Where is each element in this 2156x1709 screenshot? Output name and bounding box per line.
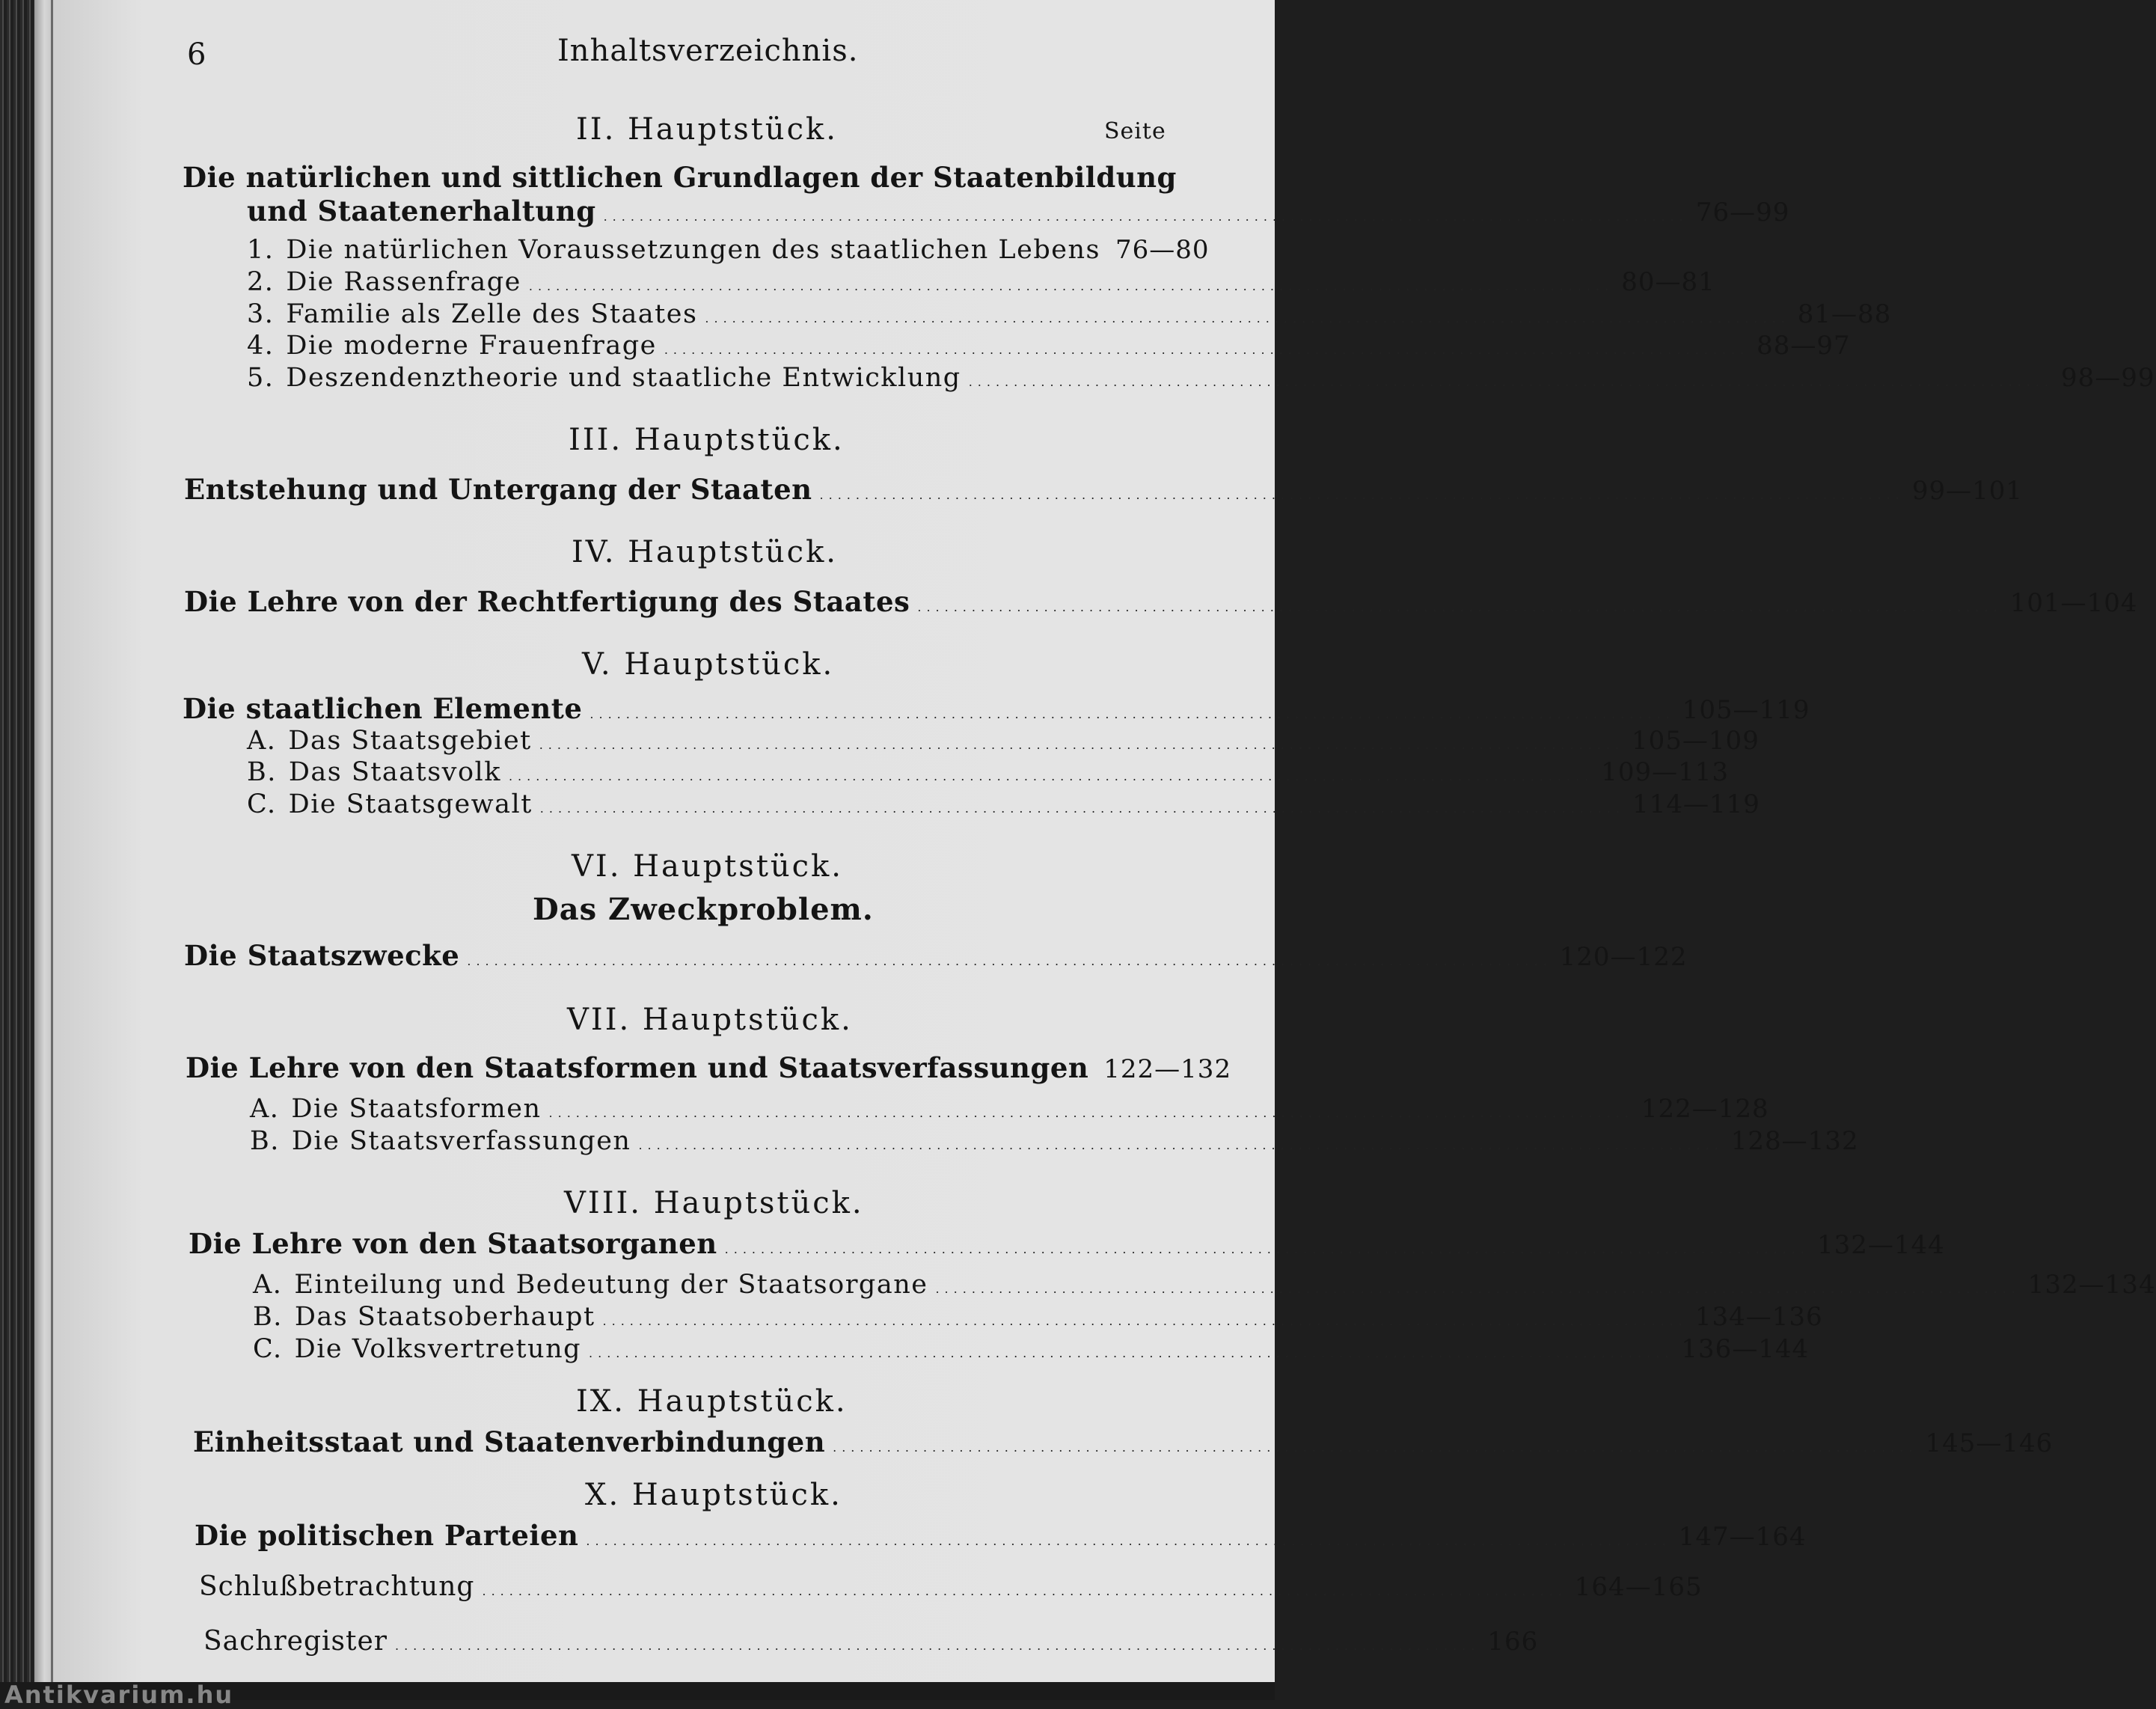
leader-dots: ........................................................................................................................ [935, 1282, 2021, 1296]
toc-entry-label: Einheitsstaat und Staatenverbindungen [193, 1425, 826, 1458]
page-range: 166 [1487, 1627, 1539, 1657]
toc-entry-label: und Staatenerhaltung [247, 195, 596, 227]
toc-entry-label: Entstehung und Untergang der Staaten [184, 473, 812, 506]
page-range: 81—88 [1797, 299, 1892, 329]
chapter-heading-iv: IV. Hauptstück. [572, 535, 839, 569]
toc-entry-label: Das Staatsvolk [288, 757, 501, 787]
entry-number: A. [253, 1270, 283, 1300]
leader-dots: ........................................................................................................................ [833, 1440, 1918, 1455]
toc-entry-label: Die Volksvertretung [294, 1334, 582, 1364]
running-head: Inhaltsverzeichnis. [557, 34, 859, 68]
page-number: 6 [187, 37, 206, 72]
toc-entry-x[interactable] [195, 1519, 1807, 1552]
chapter-heading-ii: II. Hauptstück. [576, 112, 838, 147]
toc-entry-vi[interactable] [184, 939, 1688, 972]
page-range: 120—122 [1559, 942, 1688, 972]
chapter-heading-v: V. Hauptstück. [582, 647, 835, 682]
toc-entry-label: Die politischen Parteien [195, 1519, 579, 1552]
page-range: 132—144 [1816, 1230, 1945, 1260]
leader-dots: ........................................................................................................................ [603, 210, 1688, 224]
toc-entry-label: Die staatlichen Elemente [183, 692, 583, 725]
toc-entry-label: Sachregister [203, 1626, 388, 1657]
page-range: 128—132 [1730, 1126, 1859, 1156]
seite-label: Seite [1104, 118, 1166, 144]
toc-entry-v[interactable] [183, 692, 1810, 725]
toc-entry-viii-c[interactable] [253, 1334, 1810, 1364]
entry-number: C. [247, 789, 277, 819]
toc-entry-label: Die Lehre von den Staatsformen und Staatsverfassungen [186, 1051, 1089, 1084]
toc-entry-vii-b[interactable] [250, 1126, 1859, 1156]
toc-entry-label: Das Staatsoberhaupt [294, 1302, 595, 1332]
toc-entry-ii-1[interactable] [247, 235, 1210, 265]
entry-number: A. [247, 726, 277, 756]
chapter-heading-vii: VII. Hauptstück. [567, 1003, 853, 1037]
toc-entry-viii[interactable] [189, 1227, 1945, 1260]
page-range: 164—165 [1574, 1572, 1703, 1602]
entry-number: B. [247, 757, 277, 787]
toc-entry-label: Das Staatsgebiet [288, 726, 532, 756]
page-range: 147—164 [1678, 1522, 1807, 1552]
toc-entry-label: Die natürlichen und sittlichen Grundlagen der Staatenbildung [183, 161, 1177, 194]
toc-entry-ix[interactable] [193, 1425, 2054, 1458]
toc-entry-label: Die Lehre von der Rechtfertigung des Staates [184, 585, 910, 618]
toc-entry-v-a[interactable] [247, 726, 1760, 756]
leader-dots: ........................................................................................................................ [395, 1639, 1480, 1653]
toc-entry-ii-4[interactable] [247, 331, 1851, 361]
leader-dots: ........................................................................................................................ [724, 1242, 1810, 1256]
page-range: 76—99 [1695, 198, 1790, 227]
toc-entry-label: Die natürlichen Voraussetzungen des staatlichen Lebens [286, 235, 1100, 265]
leader-dots: ........................................................................................................................ [482, 1584, 1567, 1598]
toc-entry-label: Die Staatszwecke [184, 939, 460, 972]
leader-dots: ........................................................................................................................ [705, 311, 1790, 325]
toc-entry-ii-3[interactable] [247, 299, 1892, 329]
entry-number: B. [250, 1126, 280, 1156]
leader-dots: ........................................................................................................................ [548, 1106, 1634, 1120]
page-range: 134—136 [1694, 1302, 1823, 1332]
page-range: 76—80 [1115, 235, 1210, 265]
leader-dots: ........................................................................................................................ [539, 738, 1625, 752]
page-edge [34, 0, 51, 1700]
page-range: 132—134 [2027, 1270, 2156, 1300]
leader-dots: ........................................................................................................................ [968, 375, 2054, 389]
toc-entry-sachregister[interactable] [203, 1626, 1539, 1657]
entry-number: 2. [247, 267, 275, 297]
leader-dots: ........................................................................................................................ [638, 1138, 1724, 1152]
toc-entry-label: Die Rassenfrage [286, 267, 521, 297]
page-range: 105—109 [1632, 726, 1760, 756]
toc-entry-label: Einteilung und Bedeutung der Staatsorgane [294, 1270, 928, 1300]
leader-dots: ........................................................................................................................ [819, 488, 1905, 502]
leader-dots: ........................................................................................................................ [539, 801, 1626, 816]
page-range: 98—99 [2061, 363, 2155, 393]
toc-entry-vii[interactable] [186, 1051, 1232, 1084]
toc-entry-label: Deszendenztheorie und staatliche Entwicklung [286, 363, 961, 393]
toc-entry-label: Die Staatsgewalt [288, 789, 533, 819]
toc-entry-schlussbetrachtung[interactable] [199, 1571, 1703, 1602]
toc-entry-v-c[interactable] [247, 789, 1760, 819]
entry-number: B. [253, 1302, 283, 1332]
toc-entry-label: Familie als Zelle des Staates [286, 299, 698, 329]
chapter-heading-iii: III. Hauptstück. [569, 423, 845, 457]
watermark-text: Antikvarium.hu [4, 1681, 234, 1709]
page-range: 122—132 [1103, 1054, 1232, 1084]
toc-entry-label: Die moderne Frauenfrage [286, 331, 657, 361]
toc-entry-iii[interactable] [184, 473, 2024, 506]
chapter-heading-vi: VI. Hauptstück. [572, 849, 844, 884]
toc-entry-label: Die Staatsformen [291, 1094, 542, 1124]
entry-number: 5. [247, 363, 275, 393]
leader-dots: ........................................................................................................................ [467, 954, 1552, 968]
chapter-heading-x: X. Hauptstück. [585, 1478, 842, 1512]
page-range: 114—119 [1632, 789, 1760, 819]
page-range: 145—146 [1925, 1428, 2054, 1458]
page-range: 101—104 [2009, 588, 2138, 618]
entry-number: C. [253, 1334, 283, 1364]
page-range: 99—101 [1911, 476, 2024, 506]
chapter-subtitle: Das Zweckproblem. [533, 892, 874, 927]
page-range: 88—97 [1757, 331, 1851, 361]
leader-dots: ........................................................................................................................ [664, 343, 1750, 357]
leader-dots: ........................................................................................................................ [586, 1534, 1671, 1548]
page-range: 109—113 [1601, 757, 1730, 787]
entry-number: 3. [247, 299, 275, 329]
toc-entry-iv[interactable] [184, 585, 2138, 618]
leader-dots: ........................................................................................................................ [917, 600, 2003, 614]
toc-entry-ii-5[interactable] [247, 363, 2155, 393]
leader-dots: ........................................................................................................................ [589, 707, 1675, 721]
chapter-heading-viii: VIII. Hauptstück. [564, 1186, 864, 1220]
toc-entry-label: Die Lehre von den Staatsorganen [189, 1227, 717, 1260]
page-range: 136—144 [1681, 1334, 1810, 1364]
toc-entry-viii-a[interactable] [253, 1270, 2156, 1300]
entry-number: 1. [247, 235, 275, 265]
leader-dots: ........................................................................................................................ [528, 279, 1614, 293]
toc-entry-ii-title[interactable] [247, 195, 1790, 227]
leader-dots: ........................................................................................................................ [508, 769, 1594, 783]
leader-dots: ........................................................................................................................ [589, 1346, 1674, 1360]
toc-entry-label: Schlußbetrachtung [199, 1571, 475, 1602]
page-range: 105—119 [1682, 695, 1810, 725]
leader-dots: ........................................................................................................................ [602, 1314, 1688, 1328]
toc-entry-label: Die Staatsverfassungen [291, 1126, 631, 1156]
toc-entry-ii-2[interactable] [247, 267, 1715, 297]
toc-entry-v-b[interactable] [247, 757, 1730, 787]
chapter-heading-ix: IX. Hauptstück. [576, 1384, 848, 1419]
entry-number: A. [250, 1094, 280, 1124]
toc-entry-ii-title-line1[interactable] [183, 161, 1177, 194]
toc-entry-vii-a[interactable] [250, 1094, 1769, 1124]
page-range: 80—81 [1621, 267, 1715, 297]
entry-number: 4. [247, 331, 275, 361]
toc-entry-viii-b[interactable] [253, 1302, 1823, 1332]
page-range: 122—128 [1641, 1094, 1769, 1124]
book-spine [0, 0, 34, 1700]
